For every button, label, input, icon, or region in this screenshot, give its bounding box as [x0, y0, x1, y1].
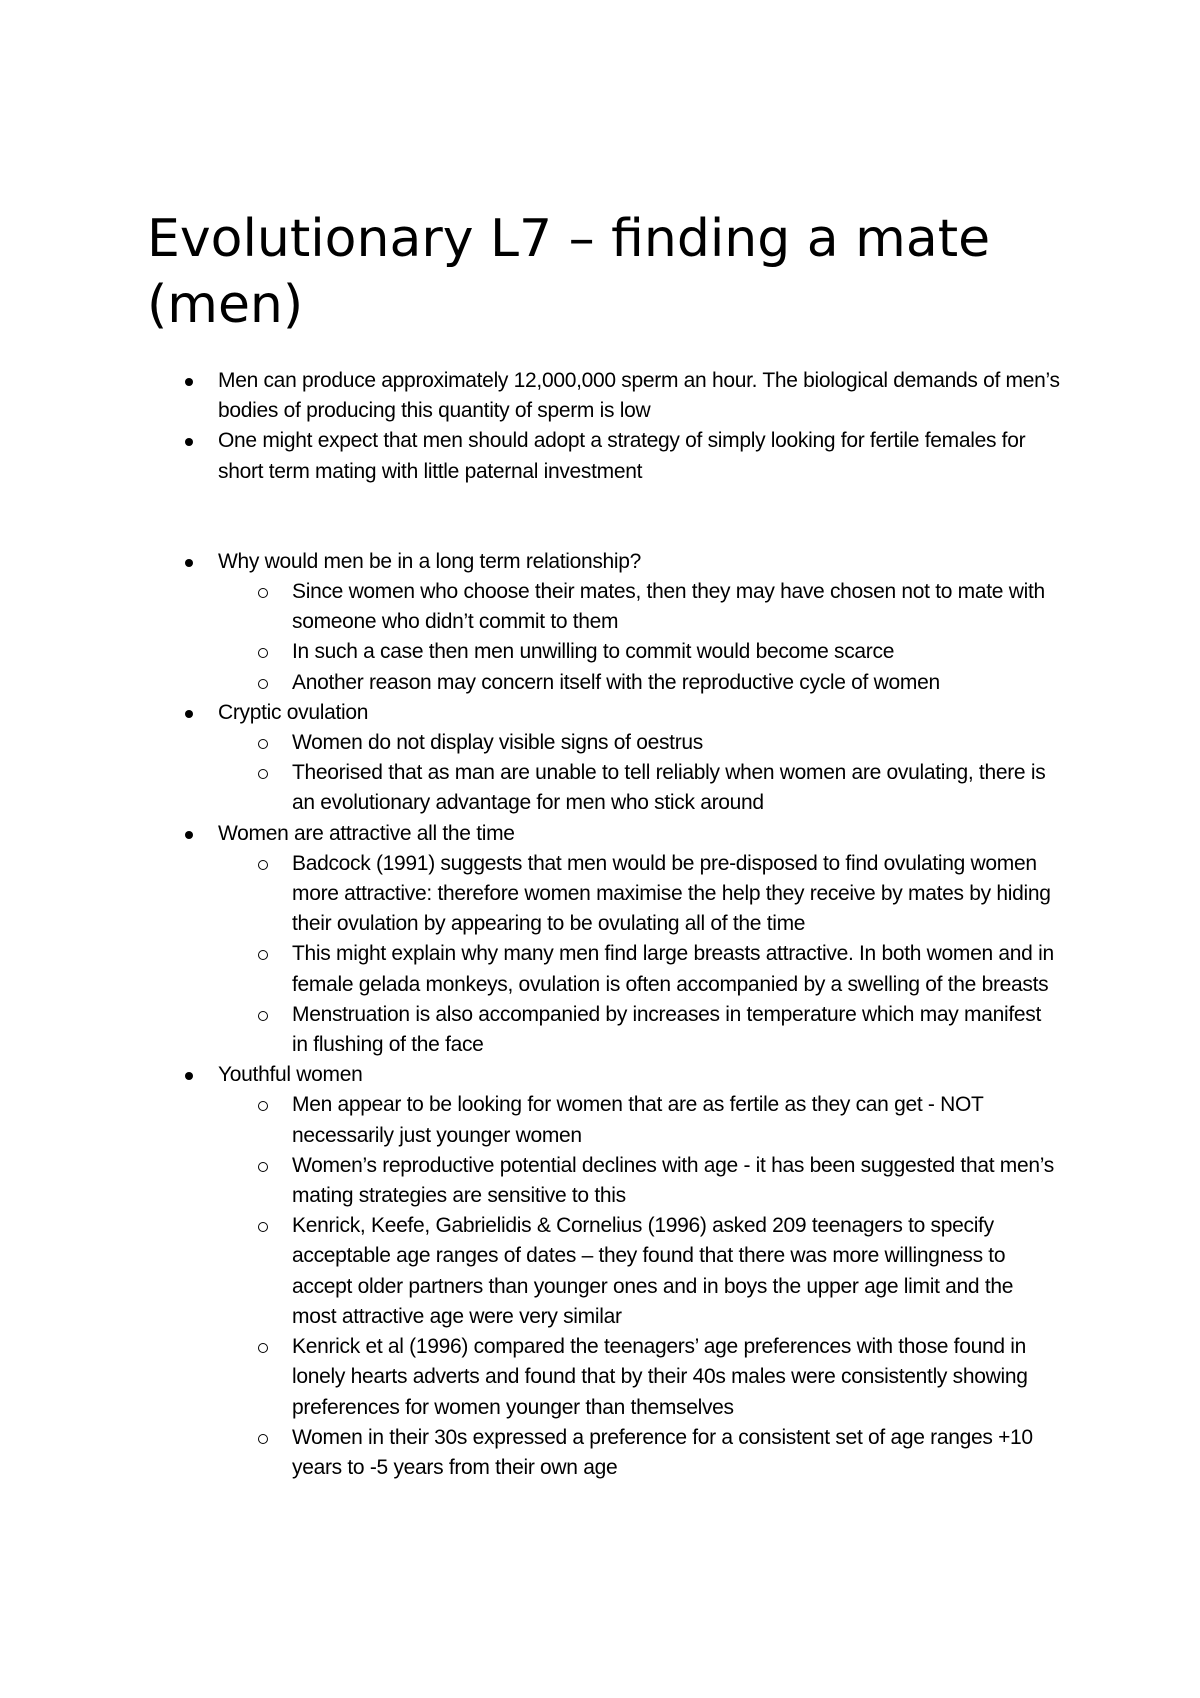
notes-list: [0, 366, 1200, 1483]
sub-bullet-item: [0, 1423, 1200, 1483]
hollow-circle-icon: [258, 1101, 268, 1111]
bullet-text: Men can produce approximately 12,000,000 sperm an hour. The biological demands of men’s bodies of producing this quantity of sperm is low: [218, 369, 1060, 423]
sub-bullet-item: [0, 1211, 1200, 1332]
hollow-circle-icon: [258, 1222, 268, 1232]
sub-bullet-item: [0, 1332, 1200, 1423]
paragraph-gap: [0, 487, 1200, 547]
sub-bullet-text: Another reason may concern itself with the reproductive cycle of women: [292, 670, 940, 694]
sub-bullet-text: Women’s reproductive potential declines with age - it has been suggested that men’s mating strategies are sensitive to this: [292, 1153, 1054, 1208]
bullet-text: Why would men be in a long term relationship?: [218, 549, 642, 573]
bullet-text: Youthful women: [218, 1063, 363, 1087]
sub-bullet-item: [0, 637, 1200, 667]
bullet-item: [0, 426, 1200, 486]
sub-bullet-text: Menstruation is also accompanied by increases in temperature which may manifest in flushing of the face: [292, 1002, 1041, 1057]
sub-bullet-text: Women do not display visible signs of oestrus: [292, 731, 703, 755]
sub-bullet-item: [0, 1151, 1200, 1211]
sub-bullet-item: [0, 1000, 1200, 1060]
hollow-circle-icon: [258, 950, 268, 960]
sub-bullet-text: This might explain why many men find large breasts attractive. In both women and in female gelada monkeys, ovulation is often accompanied by a swelling of the breasts: [292, 942, 1054, 996]
sub-bullet-item: [0, 577, 1200, 637]
bullet-dot-icon: [185, 1072, 193, 1080]
hollow-circle-icon: [258, 588, 268, 598]
sub-bullet-item: [0, 1090, 1200, 1150]
bullet-item: [0, 698, 1200, 728]
bullet-dot-icon: [185, 438, 193, 446]
bullet-dot-icon: [185, 559, 193, 567]
sub-bullet-text: Badcock (1991) suggests that men would be pre-disposed to find ovulating women more attractive: therefore women maximise the help they receive by mates by hiding their ovulation by appearing to be ovulating all of the time: [292, 851, 1051, 936]
bullet-text: One might expect that men should adopt a strategy of simply looking for fertile females for short term mating with little paternal investment: [218, 429, 1026, 483]
bullet-item: [0, 366, 1200, 426]
hollow-circle-icon: [258, 1011, 268, 1021]
bullet-dot-icon: [185, 710, 193, 718]
hollow-circle-icon: [258, 679, 268, 689]
sub-bullet-text: Men appear to be looking for women that are as fertile as they can get - NOT necessarily just younger women: [292, 1093, 984, 1147]
hollow-circle-icon: [258, 739, 268, 749]
sub-bullet-item: [0, 758, 1200, 818]
bullet-dot-icon: [185, 831, 193, 839]
bullet-text: Cryptic ovulation: [218, 700, 369, 724]
sub-bullet-item: [0, 728, 1200, 758]
sub-bullet-text: Kenrick et al (1996) compared the teenagers’ age preferences with those found in lonely hearts adverts and found that by their 40s males were consistently showing preferences for women younger than themselves: [292, 1335, 1028, 1419]
sub-bullet-text: Since women who choose their mates, then they may have chosen not to mate with someone who didn’t commit to them: [292, 580, 1045, 634]
hollow-circle-icon: [258, 1434, 268, 1444]
sub-bullet-text: Theorised that as man are unable to tell reliably when women are ovulating, there is an evolutionary advantage for men who stick around: [292, 761, 1046, 815]
bullet-dot-icon: [185, 378, 193, 386]
sub-bullet-item: [0, 939, 1200, 999]
sub-bullet-text: Women in their 30s expressed a preference for a consistent set of age ranges +10 years to -5 years from their own age: [292, 1425, 1033, 1479]
page-title: Evolutionary L7 – finding a mate (men): [147, 209, 991, 335]
hollow-circle-icon: [258, 1162, 268, 1172]
bullet-item: [0, 1060, 1200, 1090]
sub-bullet-item: [0, 849, 1200, 940]
bullet-item: [0, 547, 1200, 577]
sub-bullet-item: [0, 668, 1200, 698]
hollow-circle-icon: [258, 648, 268, 658]
bullet-text: Women are attractive all the time: [218, 821, 515, 845]
hollow-circle-icon: [258, 769, 268, 779]
sub-bullet-text: In such a case then men unwilling to commit would become scarce: [292, 640, 895, 664]
bullet-item: [0, 819, 1200, 849]
sub-bullet-text: Kenrick, Keefe, Gabrielidis & Cornelius (1996) asked 209 teenagers to specify acceptable age ranges of dates – they found that there was more willingness to accept older partners than younger ones and in boys the upper age limit and the most attractive age were very similar: [292, 1214, 1014, 1328]
hollow-circle-icon: [258, 860, 268, 870]
hollow-circle-icon: [258, 1343, 268, 1353]
